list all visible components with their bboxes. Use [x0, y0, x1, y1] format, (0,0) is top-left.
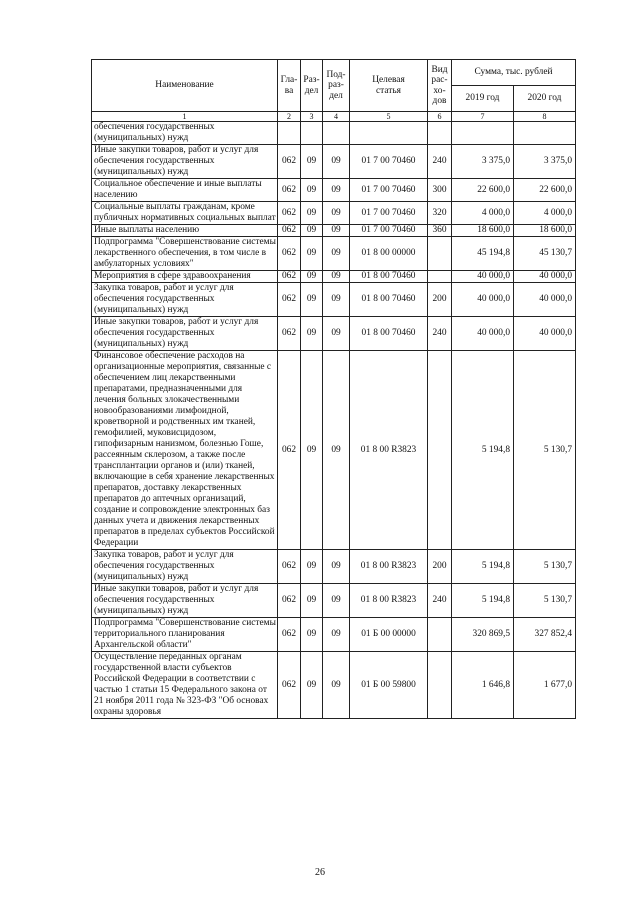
- cell-target: 01 8 00 R3823: [350, 351, 428, 550]
- cell-2020: 18 600,0: [514, 225, 576, 237]
- cell-podrazdel: 09: [323, 145, 350, 179]
- cell-2020: 22 600,0: [514, 179, 576, 202]
- cell-razdel: 09: [301, 618, 323, 652]
- cell-vid: 320: [428, 202, 452, 225]
- cell-glava: [278, 122, 301, 145]
- cell-2019: [452, 122, 514, 145]
- cell-razdel: 09: [301, 351, 323, 550]
- table-row: [92, 225, 576, 237]
- table-row: [92, 317, 576, 351]
- table-row: [92, 652, 576, 719]
- cell-razdel: 09: [301, 179, 323, 202]
- cell-name: Закупка товаров, работ и услуг для обеспечения государственных (муниципальных) нужд: [92, 550, 278, 584]
- cell-glava: 062: [278, 225, 301, 237]
- cell-target: 01 8 00 R3823: [350, 584, 428, 618]
- cell-name: Подпрограмма "Совершенствование системы территориального планирования Архангельской области": [92, 618, 278, 652]
- cell-glava: 062: [278, 618, 301, 652]
- header-vid: Вид рас- хо- дов: [428, 60, 452, 112]
- cell-razdel: 09: [301, 317, 323, 351]
- cell-target: [350, 122, 428, 145]
- table-row: [92, 351, 576, 550]
- cell-2020: 40 000,0: [514, 317, 576, 351]
- cell-name: Финансовое обеспечение расходов на организационные мероприятия, связанные с обеспечением лиц лекарственными препаратами, предназначенными для лечения больных злокачественными новообразованиями лимфоидной, кроветворной и родственных им тканей, гемофилией, муковисцидозом, гипофизарным нанизмом, болезнью Гоше, рассеянным склерозом, а также после трансплантации органов и (или) тканей, включающие в себя хранение лекарственных препаратов, доставку лекарственных препаратов до аптечных организаций, создание и сопровождение электронных баз данных учета и движения лекарственных препаратов в пределах субъектов Российской Федерации: [92, 351, 278, 550]
- cell-2019: 40 000,0: [452, 283, 514, 317]
- cell-podrazdel: 09: [323, 618, 350, 652]
- cell-2019: 22 600,0: [452, 179, 514, 202]
- cell-razdel: 09: [301, 145, 323, 179]
- cell-glava: 062: [278, 584, 301, 618]
- header-year-2019: 2019 год: [452, 86, 514, 112]
- cell-vid: 240: [428, 317, 452, 351]
- cell-2020: 3 375,0: [514, 145, 576, 179]
- cell-glava: 062: [278, 179, 301, 202]
- cell-vid: [428, 237, 452, 271]
- cell-podrazdel: 09: [323, 271, 350, 283]
- cell-target: 01 8 00 70460: [350, 283, 428, 317]
- page-number: 26: [315, 867, 325, 878]
- column-number: 4: [323, 112, 350, 122]
- column-number: 6: [428, 112, 452, 122]
- table-row: [92, 145, 576, 179]
- cell-razdel: 09: [301, 237, 323, 271]
- cell-2019: 45 194,8: [452, 237, 514, 271]
- column-number: 2: [278, 112, 301, 122]
- cell-razdel: 09: [301, 652, 323, 719]
- cell-target: 01 8 00 R3823: [350, 550, 428, 584]
- cell-2019: 3 375,0: [452, 145, 514, 179]
- cell-2019: 40 000,0: [452, 317, 514, 351]
- table-row: [92, 271, 576, 283]
- cell-vid: 240: [428, 145, 452, 179]
- column-number: 8: [514, 112, 576, 122]
- header-target: Целевая статья: [350, 60, 428, 112]
- cell-2020: 40 000,0: [514, 283, 576, 317]
- table-row: [92, 122, 576, 145]
- cell-name: Социальные выплаты гражданам, кроме публичных нормативных социальных выплат: [92, 202, 278, 225]
- cell-target: 01 7 00 70460: [350, 145, 428, 179]
- cell-razdel: 09: [301, 202, 323, 225]
- cell-podrazdel: 09: [323, 584, 350, 618]
- cell-vid: 300: [428, 179, 452, 202]
- cell-2020: 327 852,4: [514, 618, 576, 652]
- cell-podrazdel: 09: [323, 202, 350, 225]
- cell-name: Иные закупки товаров, работ и услуг для обеспечения государственных (муниципальных) нужд: [92, 317, 278, 351]
- column-number-row: [92, 112, 576, 122]
- cell-2019: 18 600,0: [452, 225, 514, 237]
- cell-podrazdel: 09: [323, 550, 350, 584]
- cell-2020: 5 130,7: [514, 550, 576, 584]
- cell-name: Иные выплаты населению: [92, 225, 278, 237]
- cell-vid: [428, 271, 452, 283]
- cell-glava: 062: [278, 351, 301, 550]
- cell-podrazdel: 09: [323, 283, 350, 317]
- cell-razdel: 09: [301, 225, 323, 237]
- cell-2020: 4 000,0: [514, 202, 576, 225]
- cell-vid: [428, 652, 452, 719]
- cell-glava: 062: [278, 317, 301, 351]
- cell-vid: 360: [428, 225, 452, 237]
- cell-target: 01 7 00 70460: [350, 202, 428, 225]
- cell-name: Социальное обеспечение и иные выплаты населению: [92, 179, 278, 202]
- cell-podrazdel: 09: [323, 237, 350, 271]
- cell-target: 01 7 00 70460: [350, 179, 428, 202]
- cell-glava: 062: [278, 550, 301, 584]
- cell-name: Мероприятия в сфере здравоохранения: [92, 271, 278, 283]
- column-number: 5: [350, 112, 428, 122]
- cell-2019: 40 000,0: [452, 271, 514, 283]
- cell-vid: [428, 122, 452, 145]
- cell-podrazdel: 09: [323, 317, 350, 351]
- cell-glava: 062: [278, 145, 301, 179]
- table-row: [92, 618, 576, 652]
- cell-glava: 062: [278, 652, 301, 719]
- cell-target: 01 8 00 00000: [350, 237, 428, 271]
- header-podrazdel: Под- раз- дел: [323, 60, 350, 112]
- cell-2019: 1 646,8: [452, 652, 514, 719]
- cell-name: Осуществление переданных органам государственной власти субъектов Российской Федерации в соответствии с частью 1 статьи 15 Федерального закона от 21 ноября 2011 года № 323-ФЗ "Об основах охраны здоровья: [92, 652, 278, 719]
- cell-target: 01 7 00 70460: [350, 225, 428, 237]
- cell-vid: [428, 351, 452, 550]
- cell-vid: 240: [428, 584, 452, 618]
- table-row: [92, 550, 576, 584]
- cell-razdel: 09: [301, 283, 323, 317]
- cell-2020: [514, 122, 576, 145]
- cell-target: 01 Б 00 00000: [350, 618, 428, 652]
- cell-target: 01 Б 00 59800: [350, 652, 428, 719]
- cell-2019: 4 000,0: [452, 202, 514, 225]
- cell-razdel: 09: [301, 584, 323, 618]
- cell-razdel: 09: [301, 271, 323, 283]
- cell-2019: 320 869,5: [452, 618, 514, 652]
- cell-target: 01 8 00 70460: [350, 317, 428, 351]
- cell-2020: 5 130,7: [514, 351, 576, 550]
- table-body: [92, 122, 576, 719]
- column-number: 1: [92, 112, 278, 122]
- cell-vid: 200: [428, 550, 452, 584]
- cell-2020: 45 130,7: [514, 237, 576, 271]
- table-row: [92, 237, 576, 271]
- cell-podrazdel: 09: [323, 225, 350, 237]
- cell-name: Закупка товаров, работ и услуг для обеспечения государственных (муниципальных) нужд: [92, 283, 278, 317]
- cell-glava: 062: [278, 283, 301, 317]
- cell-glava: 062: [278, 271, 301, 283]
- column-number: 7: [452, 112, 514, 122]
- header-year-2020: 2020 год: [514, 86, 576, 112]
- cell-glava: 062: [278, 202, 301, 225]
- cell-name: Иные закупки товаров, работ и услуг для обеспечения государственных (муниципальных) нужд: [92, 584, 278, 618]
- header-sum: Сумма, тыс. рублей: [452, 60, 576, 86]
- cell-2020: 1 677,0: [514, 652, 576, 719]
- cell-glava: 062: [278, 237, 301, 271]
- cell-razdel: 09: [301, 550, 323, 584]
- cell-name: Подпрограмма "Совершенствование системы лекарственного обеспечения, в том числе в амбулаторных условиях": [92, 237, 278, 271]
- table-row: [92, 179, 576, 202]
- cell-podrazdel: 09: [323, 179, 350, 202]
- cell-2020: 5 130,7: [514, 584, 576, 618]
- cell-podrazdel: [323, 122, 350, 145]
- cell-2019: 5 194,8: [452, 550, 514, 584]
- header-glava: Гла- ва: [278, 60, 301, 112]
- cell-vid: [428, 618, 452, 652]
- header-name: Наименование: [92, 60, 278, 112]
- cell-2020: 40 000,0: [514, 271, 576, 283]
- cell-name: Иные закупки товаров, работ и услуг для обеспечения государственных (муниципальных) нужд: [92, 145, 278, 179]
- header-razdel: Раз- дел: [301, 60, 323, 112]
- table-row: [92, 283, 576, 317]
- cell-podrazdel: 09: [323, 351, 350, 550]
- cell-razdel: [301, 122, 323, 145]
- cell-2019: 5 194,8: [452, 351, 514, 550]
- cell-vid: 200: [428, 283, 452, 317]
- cell-target: 01 8 00 70460: [350, 271, 428, 283]
- table-row: [92, 584, 576, 618]
- cell-2019: 5 194,8: [452, 584, 514, 618]
- column-number: 3: [301, 112, 323, 122]
- cell-name: обеспечения государственных (муниципальных) нужд: [92, 122, 278, 145]
- budget-table: [91, 59, 576, 719]
- cell-podrazdel: 09: [323, 652, 350, 719]
- table-row: [92, 202, 576, 225]
